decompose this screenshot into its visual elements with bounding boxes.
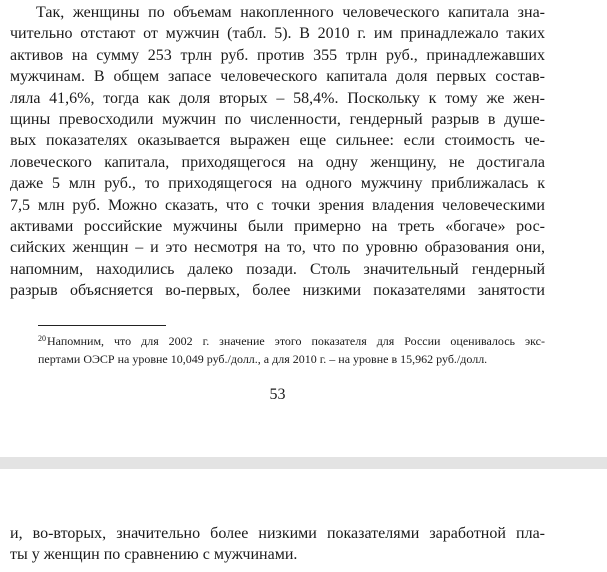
paragraph-line: разрыв объясняется во-первых, более низкими показателями занятости <box>10 282 545 300</box>
paragraph-line: 7,5 млн руб. Можно сказать, что с точки зрения владения человеческими <box>10 196 545 214</box>
page-number: 53 <box>269 386 286 403</box>
paragraph-line: сийских женщин – и это несмотря на то, что по уровню образования они, <box>10 239 545 257</box>
footnote-line: пертами ОЭСР на уровне 10,049 руб./долл., а для 2010 г. – на уровне в 15,962 руб./долл. <box>38 352 488 366</box>
paragraph-line: ловеческого капитала, приходящегося на одну женщину, не достигала <box>10 153 545 171</box>
footnote-20 <box>38 330 545 368</box>
continued-paragraph <box>10 523 545 566</box>
document-page-54 <box>0 469 607 572</box>
paragraph-line: мужчинам. В общем запасе человеческого капитала доля первых состав- <box>10 68 545 86</box>
paragraph-line: и, во-вторых, значительно более низкими показателями заработной пла- <box>10 525 545 542</box>
paragraph-line: даже 5 млн руб., то приходящегося на одного мужчину приближалась к <box>10 175 545 193</box>
paragraph-line: щины превосходили мужчин по численности, гендерный разрыв в душе- <box>10 111 545 129</box>
paragraph-line: активов на сумму 253 трлн руб. против 355 трлн руб., принадлежавших <box>10 46 545 64</box>
paragraph-line: вых показателях оказывается выражен еще сильнее: если стоимость че- <box>10 132 545 150</box>
paragraph-line: активами российские мужчины были примерно на треть «богаче» рос- <box>10 218 545 236</box>
paragraph-line: напомним, находились далеко позади. Столь значительный гендерный <box>10 260 545 278</box>
footnote-text: Напомним, что для 2002 г. значение этого показателя для России оценивалось экс- <box>47 334 545 348</box>
main-paragraph <box>10 2 545 302</box>
paragraph-line: ты у женщин по сравнению с мужчинами. <box>10 546 298 564</box>
paragraph-line: чительно отстают от мужчин (табл. 5). В 2010 г. им принадлежало таких <box>10 25 545 43</box>
footnote-line <box>38 330 545 350</box>
paragraph-line: ляла 41,6%, тогда как доля вторых – 58,4%. Поскольку к тому же жен- <box>10 89 545 107</box>
page-separator <box>0 457 607 469</box>
footnote-separator <box>38 325 166 326</box>
footnote-marker: 20 <box>38 334 46 343</box>
paragraph-line: Так, женщины по объемам накопленного человеческого капитала зна- <box>36 4 545 21</box>
